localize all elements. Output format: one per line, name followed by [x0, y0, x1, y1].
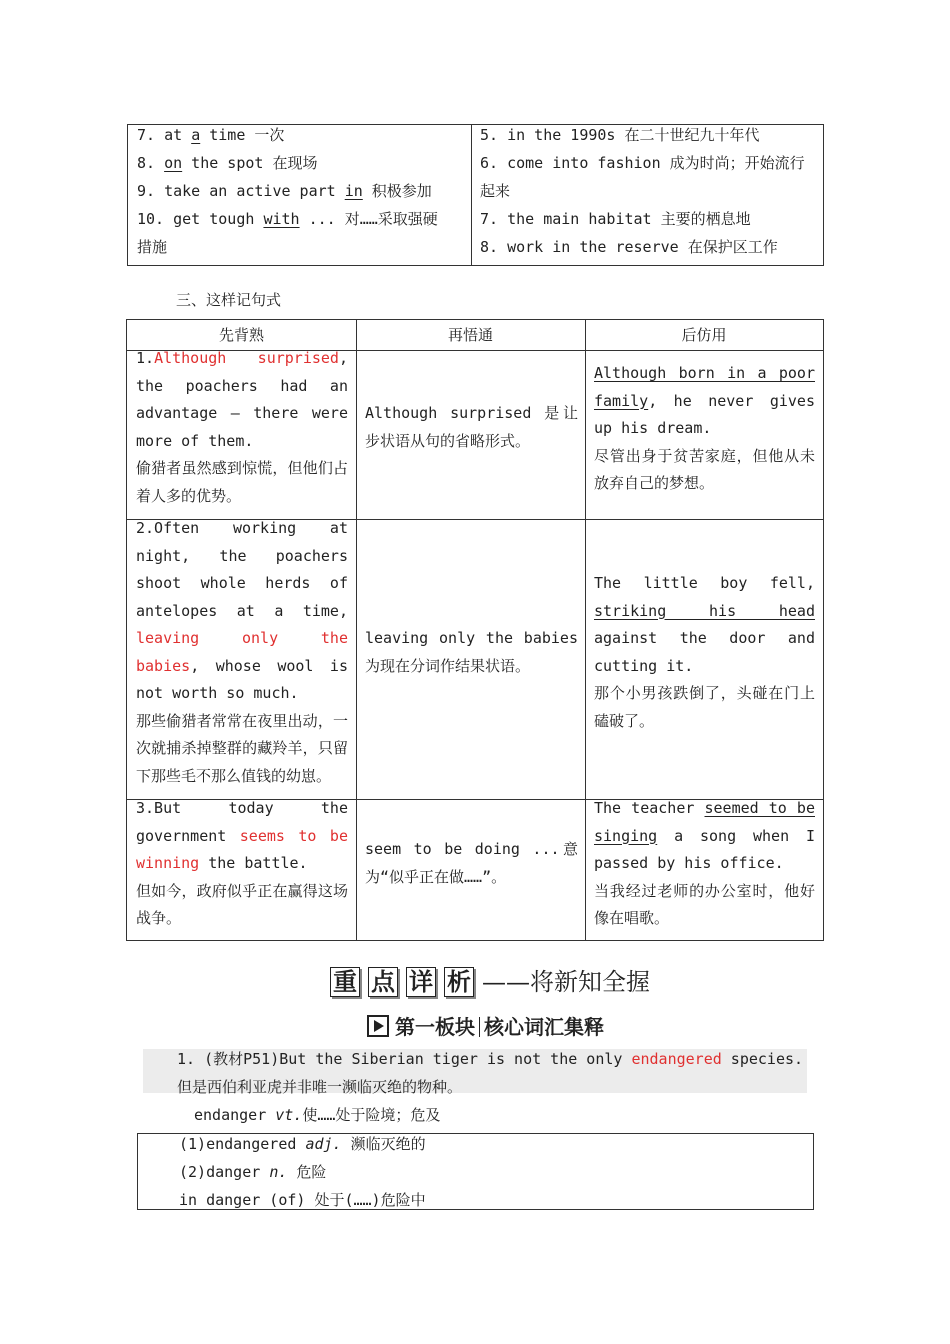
recite-cell-3: 3.But today the government seems to be winning the battle. 但如今，政府似乎正在赢得这场战争。	[136, 799, 348, 927]
phrase-table-divider	[471, 125, 472, 265]
phrase-item: 7. the main habitat 主要的栖息地	[480, 210, 751, 228]
phrase-item: 8. on the spot 在现场	[137, 154, 318, 172]
block-heading	[367, 1013, 604, 1041]
imitate-cell-3: The teacher seemed to be singing a song when I passed by his office. 当我经过老师的办公室时，他好像在唱歌。	[594, 799, 815, 927]
phrase-item: 8. work in the reserve 在保护区工作	[480, 238, 778, 256]
vocab-item: (1)endangered adj. 濒临灭绝的	[179, 1135, 426, 1153]
heading-boxed-char: 重	[330, 967, 360, 997]
imitate-cell-2: The little boy fell, striking his head against the door and cutting it. 那个小男孩跌倒了，头碰在门上磕破了。	[594, 574, 815, 730]
section-title: 三、这样记句式	[176, 291, 282, 309]
heading-boxed-char: 点	[368, 967, 398, 997]
vocab-item: (2)danger n. 危险	[179, 1163, 327, 1181]
recite-cell-2: 2.Often working at night, the poachers shoot whole herds of antelopes at a time, leaving only the babies, whose wool is not worth so much. 那些偷猎者常常在夜里出动，一次就捕杀掉整群的藏羚羊，只留下那些毛不那么值钱的幼崽。	[136, 519, 348, 785]
section-heading	[330, 966, 650, 1000]
phrase-item: 7. at a time 一次	[137, 126, 285, 144]
example-translation: 但是西伯利亚虎并非唯一濒临灭绝的物种。	[177, 1078, 463, 1096]
header-imitate: 后仿用	[681, 326, 727, 344]
explain-cell-2: leaving only the babies 为现在分词作结果状语。	[365, 629, 578, 675]
vocab-item: in danger (of) 处于(……)危险中	[179, 1191, 426, 1209]
header-understand: 再悟通	[447, 326, 493, 344]
explain-cell-1: Although surprised 是让步状语从句的省略形式。	[365, 404, 578, 450]
column-divider	[356, 320, 357, 940]
header-recite: 先背熟	[218, 326, 264, 344]
phrase-right-column	[480, 121, 805, 261]
imitate-cell-1: Although born in a poor family, he never gives up his dream. 尽管出身于贫苦家庭，但他从未放弃自己的梦想。	[594, 364, 815, 492]
phrase-item: 措施	[137, 238, 168, 256]
phrase-table	[127, 124, 824, 266]
phrase-item: 起来	[480, 182, 511, 200]
vocab-box	[137, 1133, 814, 1210]
word-entry: endanger vt.使……处于险境；危及	[194, 1106, 441, 1124]
example-sentence: 1. (教材P51)But the Siberian tiger is not the only endangered species. 但是西伯利亚虎并非唯一濒临灭绝的物种。	[177, 1045, 803, 1101]
column-divider	[585, 320, 586, 940]
block-heading-part2: 核心词汇集释	[484, 1015, 604, 1039]
block-heading-separator	[479, 1017, 480, 1037]
play-icon	[367, 1015, 389, 1037]
explain-cell-3: seem to be doing ...意为“似乎正在做……”。	[365, 840, 578, 886]
heading-boxed-char: 详	[406, 967, 436, 997]
sentence-table	[126, 319, 824, 941]
phrase-left-column	[137, 121, 438, 261]
phrase-item: 5. in the 1990s 在二十世纪九十年代	[480, 126, 760, 144]
heading-rest: ——将新知全握	[482, 968, 650, 996]
phrase-item: 6. come into fashion 成为时尚；开始流行	[480, 154, 805, 172]
recite-cell-1: 1.Although surprised, the poachers had an advantage — there were more of them. 偷猎者虽然感到惊慌，但他们占着人多的优势。	[136, 349, 348, 505]
phrase-item: 10. get tough with ... 对……采取强硬	[137, 210, 438, 228]
block-heading-part1: 第一板块	[395, 1015, 475, 1039]
phrase-item: 9. take an active part in 积极参加	[137, 182, 432, 200]
heading-boxed-char: 析	[444, 967, 474, 997]
